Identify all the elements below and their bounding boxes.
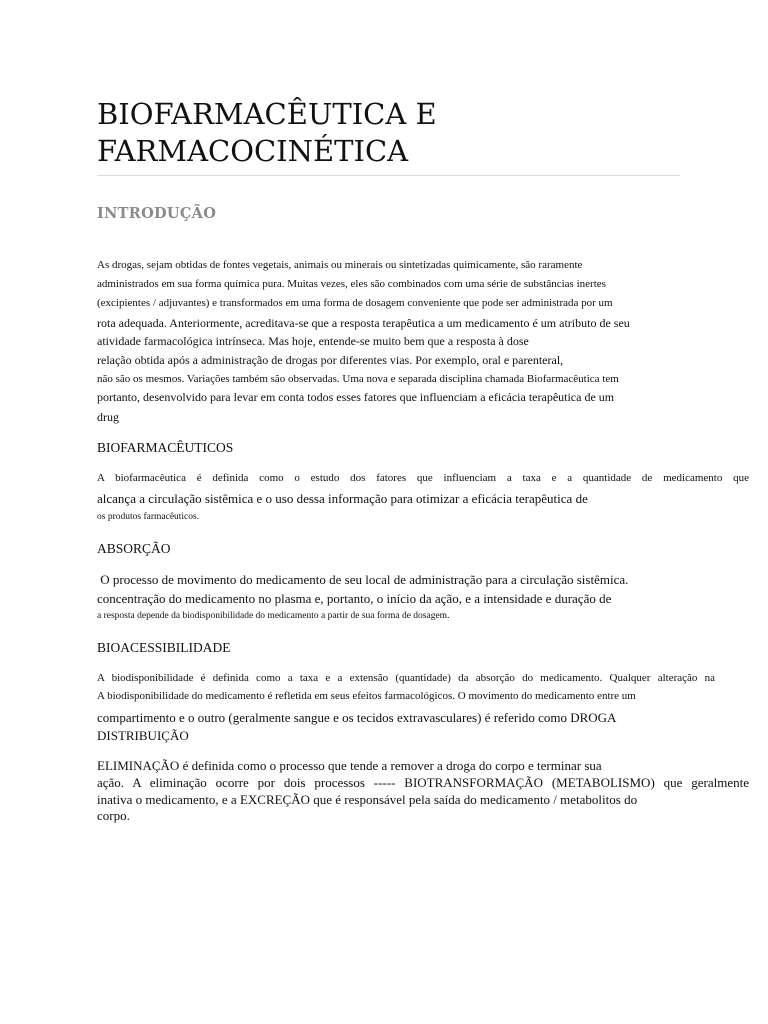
title-line-1: BIOFARMACÊUTICA E: [97, 97, 437, 131]
section-line: ação. A eliminação ocorre por dois processos ----- BIOTRANSFORMAÇÃO (METABOLISMO) que geralmente: [97, 775, 749, 790]
section-heading-absorcao: ABSORÇÃO: [97, 541, 171, 556]
section-line: concentração do medicamento no plasma e, portanto, o início da ação, e a intensidade e duração de: [97, 591, 612, 606]
intro-line: portanto, desenvolvido para levar em conta todos esses fatores que influenciam a eficácia terapêutica de um: [97, 390, 615, 404]
section-line: DISTRIBUIÇÃO: [97, 728, 189, 743]
intro-line: drug: [97, 410, 119, 424]
intro-line: não são os mesmos. Variações também são observadas. Uma nova e separada disciplina chamada Biofarmacêutica tem: [97, 373, 619, 385]
intro-heading: INTRODUÇÃO: [97, 205, 217, 222]
section-line: os produtos farmacêuticos.: [97, 512, 200, 522]
intro-line: relação obtida após a administração de drogas por diferentes vias. Por exemplo, oral e parenteral,: [97, 353, 564, 367]
section-heading-biofarmaceuticos: BIOFARMACÊUTICOS: [97, 440, 234, 455]
section-heading-bioacessibilidade: BIOACESSIBILIDADE: [97, 640, 231, 655]
title-divider: [97, 175, 680, 176]
section-line: alcança a circulação sistêmica e o uso dessa informação para otimizar a eficácia terapêutica de: [97, 491, 588, 506]
section-line: a resposta depende da biodisponibilidade do medicamento a partir de sua forma de dosagem.: [97, 611, 450, 621]
section-line: A biodisponibilidade do medicamento é refletida em seus efeitos farmacológicos. O movimento do medicamento entre um: [97, 690, 636, 702]
intro-line: administrados em sua forma química pura. Muitas vezes, eles são combinados com uma série de substâncias inertes: [97, 278, 606, 290]
intro-line: As drogas, sejam obtidas de fontes vegetais, animais ou minerais ou sintetizadas quimicamente, são raramente: [97, 259, 583, 271]
document-title: [97, 96, 697, 170]
section-line: inativa o medicamento, e a EXCREÇÃO que é responsável pela saída do medicamento / metabolitos do: [97, 792, 638, 807]
intro-line: atividade farmacológica intrínseca. Mas hoje, entende-se muito bem que a resposta à dose: [97, 334, 529, 348]
section-line: ELIMINAÇÃO é definida como o processo que tende a remover a droga do corpo e terminar sua: [97, 758, 602, 773]
section-line: compartimento e o outro (geralmente sangue e os tecidos extravasculares) é referido como DROGA: [97, 710, 617, 725]
section-line: O processo de movimento do medicamento de seu local de administração para a circulação sistêmica.: [97, 572, 629, 587]
intro-line: rota adequada. Anteriormente, acreditava-se que a resposta terapêutica a um medicamento é um atributo de seu: [97, 316, 630, 330]
intro-line: (excipientes / adjuvantes) e transformados em uma forma de dosagem conveniente que pode ser administrada por um: [97, 297, 613, 309]
title-line-2: FARMACOCINÉTICA: [97, 134, 409, 168]
section-line: A biofarmacêutica é definida como o estudo dos fatores que influenciam a taxa e a quantidade de medicamento que: [97, 472, 749, 484]
section-line: A biodisponibilidade é definida como a taxa e a extensão (quantidade) da absorção do medicamento. Qualquer alteração na: [97, 672, 715, 684]
section-line: corpo.: [97, 808, 130, 823]
